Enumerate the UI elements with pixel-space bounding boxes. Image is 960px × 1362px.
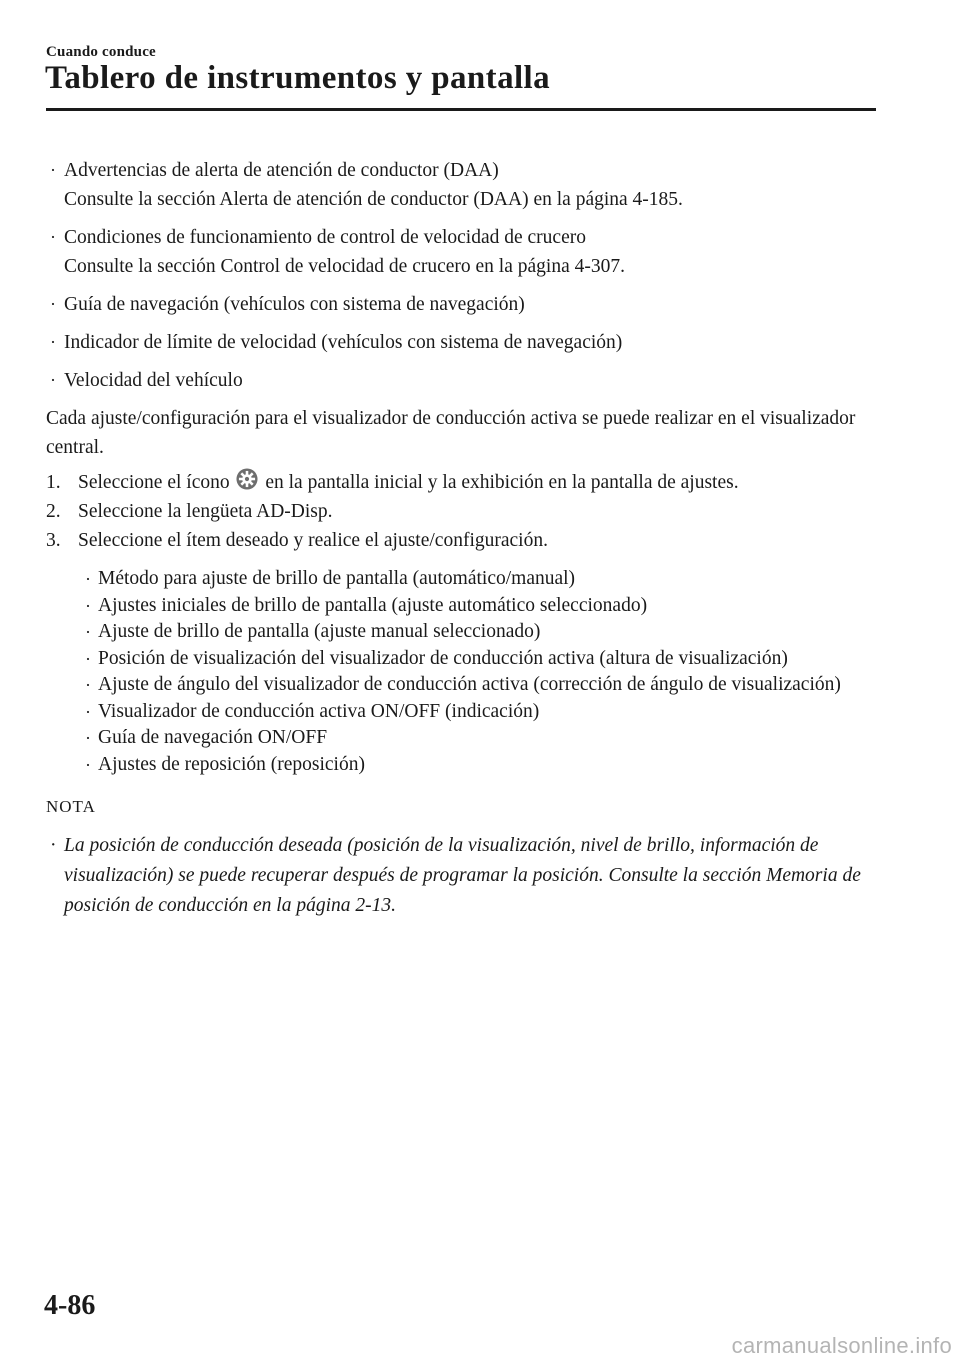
bullet-dot: · xyxy=(50,370,56,390)
settings-list xyxy=(46,566,876,778)
bullet-dot: · xyxy=(85,648,91,669)
settings-item-text: Ajustes de reposición (reposición) xyxy=(98,753,365,775)
note-text: La posición de conducción deseada (posición de la visualización, nivel de brillo, información de visualización) se puede recuperar después de programar la posición. Consulte la sección Memoria de posición de conducción en la página 2-13. xyxy=(64,835,861,916)
header-divider xyxy=(46,108,876,111)
settings-item xyxy=(81,672,876,699)
page-content xyxy=(46,156,876,921)
list-item-reference: Consulte la sección Control de velocidad de crucero en la página 4-307. xyxy=(64,256,625,277)
settings-item xyxy=(81,646,876,673)
bullet-dot: · xyxy=(85,754,91,775)
intro-paragraph: Cada ajuste/configuración para el visualizador de conducción activa se puede realizar en el visualizador central. xyxy=(46,408,856,458)
feature-list xyxy=(46,156,876,395)
settings-item xyxy=(81,619,876,646)
settings-item xyxy=(81,699,876,726)
list-item-text: Guía de navegación (vehículos con sistema de navegación) xyxy=(64,294,525,315)
settings-item xyxy=(81,593,876,620)
step-item xyxy=(46,526,876,555)
settings-item xyxy=(81,566,876,593)
step-number: 2. xyxy=(46,501,61,522)
step-text: Seleccione el ícono xyxy=(78,472,230,493)
bullet-dot: · xyxy=(50,160,56,180)
gear-icon xyxy=(236,468,258,490)
page-title: Tablero de instrumentos y pantalla xyxy=(45,60,551,96)
steps-list xyxy=(46,468,876,555)
settings-item xyxy=(81,752,876,779)
list-item xyxy=(46,366,876,395)
settings-item-text: Posición de visualización del visualizador de conducción activa (altura de visualización) xyxy=(98,647,788,669)
list-item xyxy=(46,290,876,319)
bullet-dot: · xyxy=(85,622,91,642)
step-number: 3. xyxy=(46,530,61,551)
settings-item-text: Ajuste de brillo de pantalla (ajuste manual seleccionado) xyxy=(98,621,541,642)
bullet-dot: · xyxy=(50,227,56,247)
bullet-dot: · xyxy=(85,675,91,695)
note-list xyxy=(46,831,876,921)
step-text: Seleccione el ítem deseado y realice el ajuste/configuración. xyxy=(78,530,548,551)
step-text: en la pantalla inicial y la exhibición en la pantalla de ajustes. xyxy=(265,472,739,493)
note-heading: NOTA xyxy=(46,797,96,816)
step-number: 1. xyxy=(46,472,61,493)
bullet-dot: · xyxy=(50,332,56,352)
bullet-dot: · xyxy=(85,595,91,616)
bullet-dot: · xyxy=(85,701,91,722)
section-label: Cuando conduce xyxy=(46,44,156,60)
settings-item xyxy=(81,725,876,752)
watermark: carmanualsonline.info xyxy=(731,1333,952,1358)
page-number: 4-86 xyxy=(44,1290,96,1321)
settings-item-text: Ajustes iniciales de brillo de pantalla (ajuste automático seleccionado) xyxy=(98,594,648,616)
list-item xyxy=(46,328,876,357)
note-item xyxy=(46,831,876,921)
list-item xyxy=(46,156,876,214)
bullet-dot: · xyxy=(85,569,91,589)
bullet-dot: · xyxy=(85,728,91,748)
settings-item-text: Guía de navegación ON/OFF xyxy=(98,727,328,748)
list-item-text: Indicador de límite de velocidad (vehículos con sistema de navegación) xyxy=(64,332,623,353)
list-item-text: Condiciones de funcionamiento de control de velocidad de crucero xyxy=(64,227,586,248)
step-text: Seleccione la lengüeta AD-Disp. xyxy=(78,501,333,522)
step-item xyxy=(46,497,876,526)
list-item-text: Advertencias de alerta de atención de conductor (DAA) xyxy=(64,160,499,181)
list-item-text: Velocidad del vehículo xyxy=(64,370,243,391)
list-item xyxy=(46,223,876,281)
bullet-dot: · xyxy=(50,835,57,856)
settings-item-text: Visualizador de conducción activa ON/OFF (indicación) xyxy=(98,700,540,722)
list-item-reference: Consulte la sección Alerta de atención de conductor (DAA) en la página 4-185. xyxy=(64,189,683,210)
settings-item-text: Ajuste de ángulo del visualizador de conducción activa (corrección de ángulo de visualización) xyxy=(98,674,841,695)
settings-item-text: Método para ajuste de brillo de pantalla (automático/manual) xyxy=(98,568,576,589)
bullet-dot: · xyxy=(50,294,56,314)
step-item xyxy=(46,468,876,497)
